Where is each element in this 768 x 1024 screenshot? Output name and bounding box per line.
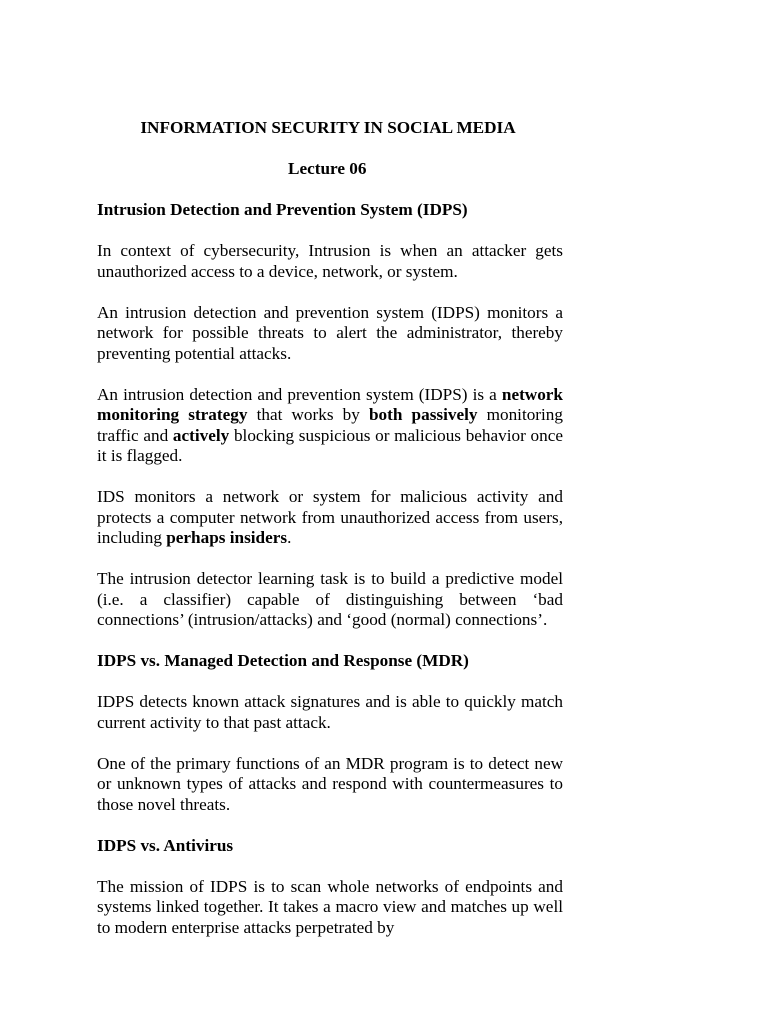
- text-run: that works by: [247, 405, 369, 424]
- paragraph-intrusion-definition: In context of cybersecurity, Intrusion is when an attacker gets unauthorized access to a device, network, or system.: [97, 241, 563, 281]
- bold-run: actively: [172, 425, 230, 445]
- document-page: [97, 118, 563, 938]
- text-run: monitoring traffic and: [97, 405, 563, 445]
- document-title: INFORMATION SECURITY IN SOCIAL MEDIA: [140, 118, 516, 137]
- paragraph-ids-monitors: [97, 487, 563, 549]
- section-heading-idps-vs-antivirus: IDPS vs. Antivirus: [97, 835, 234, 855]
- bold-run: both passively: [368, 405, 478, 424]
- paragraph-intrusion-detector: The intrusion detector learning task is to build a predictive model (i.e. a classifier) capable of distinguishing between ‘bad connections’ (intrusion/attacks) and ‘good (normal) connections’.: [97, 569, 563, 629]
- section-heading-idps-vs-mdr: IDPS vs. Managed Detection and Response (MDR): [97, 651, 469, 670]
- paragraph-idps-signatures: IDPS detects known attack signatures and is able to quickly match current activity to that past attack.: [97, 692, 563, 732]
- paragraph-idps-mission: The mission of IDPS is to scan whole networks of endpoints and systems linked together. It takes a macro view and matches up well to modern enterprise attacks perpetrated by: [97, 876, 563, 937]
- paragraph-idps-monitors: An intrusion detection and prevention system (IDPS) monitors a network for possible threats to alert the administrator, thereby preventing potential attacks.: [97, 302, 563, 363]
- bold-run: network monitoring strategy: [97, 384, 563, 424]
- section-heading-idps: Intrusion Detection and Prevention System (IDPS): [97, 200, 468, 219]
- text-run: .: [287, 528, 292, 547]
- paragraph-mdr-functions: One of the primary functions of an MDR program is to detect new or unknown types of attacks and respond with countermeasures to those novel threats.: [97, 753, 563, 814]
- text-run: IDS monitors a network or system for malicious activity and protects a computer network from unauthorized access from users, including: [97, 487, 563, 547]
- text-run: blocking suspicious or malicious behavior once it is flagged.: [97, 425, 563, 465]
- text-run: An intrusion detection and prevention system (IDPS) is a: [97, 384, 502, 404]
- lecture-number: Lecture 06: [288, 159, 367, 178]
- bold-run: perhaps insiders: [166, 528, 288, 547]
- paragraph-idps-strategy: [97, 385, 563, 467]
